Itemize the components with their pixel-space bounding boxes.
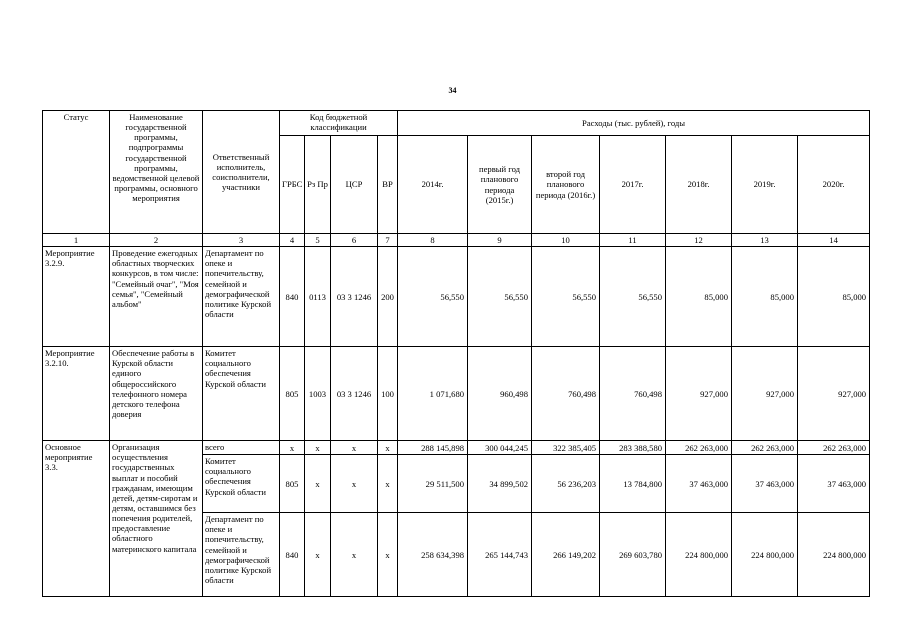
row-2020: 224 800,000 <box>798 513 870 597</box>
row-2020: 85,000 <box>798 247 870 347</box>
column-number: 14 <box>798 234 870 247</box>
header-responsible: Ответственный исполнитель, соисполнители, участники <box>203 111 280 234</box>
header-2015: первый год планового периода (2015г.) <box>468 136 532 234</box>
row-2017: 269 603,780 <box>600 513 666 597</box>
row-2019: 927,000 <box>732 347 798 441</box>
header-2018: 2018г. <box>666 136 732 234</box>
row-2016: 266 149,202 <box>532 513 600 597</box>
column-number: 13 <box>732 234 798 247</box>
header-status: Статус <box>43 111 110 234</box>
row-rzpr: x <box>305 441 331 455</box>
row-2020: 262 263,000 <box>798 441 870 455</box>
row-status: Основное мероприятие 3.3. <box>43 441 110 597</box>
header-vr: ВР <box>378 136 398 234</box>
column-number: 12 <box>666 234 732 247</box>
row-csr: x <box>331 455 378 513</box>
row-2017: 760,498 <box>600 347 666 441</box>
row-2019: 85,000 <box>732 247 798 347</box>
row-responsible: Департамент по опеке и попечительству, семейной и демографической политике Курской области <box>203 513 280 597</box>
row-2016: 322 385,405 <box>532 441 600 455</box>
row-responsible: всего <box>203 441 280 455</box>
row-2016: 760,498 <box>532 347 600 441</box>
row-rzpr: x <box>305 455 331 513</box>
row-responsible: Департамент по опеке и попечительству, семейной и демографической политике Курской области <box>203 247 280 347</box>
budget-table <box>42 110 870 597</box>
row-grbs: 840 <box>280 513 305 597</box>
table-row <box>43 347 870 441</box>
column-number: 4 <box>280 234 305 247</box>
header-rzpr: Рз Пр <box>305 136 331 234</box>
row-2018: 927,000 <box>666 347 732 441</box>
column-number-row <box>43 234 870 247</box>
row-grbs: 805 <box>280 455 305 513</box>
row-csr: x <box>331 441 378 455</box>
row-2018: 85,000 <box>666 247 732 347</box>
row-2015: 34 899,502 <box>468 455 532 513</box>
row-csr: x <box>331 513 378 597</box>
header-budget-code: Код бюджетной классификации <box>280 111 398 136</box>
row-2014: 29 511,500 <box>398 455 468 513</box>
table-row <box>43 247 870 347</box>
column-number: 7 <box>378 234 398 247</box>
row-2015: 56,550 <box>468 247 532 347</box>
row-vr: x <box>378 441 398 455</box>
row-csr: 03 3 1246 <box>331 347 378 441</box>
column-number: 8 <box>398 234 468 247</box>
row-2019: 262 263,000 <box>732 441 798 455</box>
column-number: 5 <box>305 234 331 247</box>
row-2018: 37 463,000 <box>666 455 732 513</box>
row-grbs: 805 <box>280 347 305 441</box>
column-number: 6 <box>331 234 378 247</box>
row-2020: 927,000 <box>798 347 870 441</box>
column-number: 3 <box>203 234 280 247</box>
column-number: 10 <box>532 234 600 247</box>
row-2015: 300 044,245 <box>468 441 532 455</box>
row-rzpr: x <box>305 513 331 597</box>
header-2020: 2020г. <box>798 136 870 234</box>
header-2016: второй год планового периода (2016г.) <box>532 136 600 234</box>
header-2017: 2017г. <box>600 136 666 234</box>
row-2020: 37 463,000 <box>798 455 870 513</box>
row-name: Организация осуществления государственных выплат и пособий гражданам, имеющим детей, детям-сиротам и детям, оставшимся без попечения родителей, предоставление областного материнского капитала <box>110 441 203 597</box>
header-expenses: Расходы (тыс. рублей), годы <box>398 111 870 136</box>
row-csr: 03 3 1246 <box>331 247 378 347</box>
row-2019: 224 800,000 <box>732 513 798 597</box>
row-status: Мероприятие 3.2.10. <box>43 347 110 441</box>
column-number: 11 <box>600 234 666 247</box>
row-2017: 13 784,800 <box>600 455 666 513</box>
row-name: Обеспечение работы в Курской области единого общероссийского телефонного номера детского телефона доверия <box>110 347 203 441</box>
row-rzpr: 1003 <box>305 347 331 441</box>
header-csr: ЦСР <box>331 136 378 234</box>
row-vr: x <box>378 455 398 513</box>
row-2019: 37 463,000 <box>732 455 798 513</box>
row-2014: 258 634,398 <box>398 513 468 597</box>
row-grbs: x <box>280 441 305 455</box>
row-2014: 1 071,680 <box>398 347 468 441</box>
row-responsible: Комитет социального обеспечения Курской области <box>203 347 280 441</box>
table-row-total <box>43 441 870 455</box>
row-2014: 288 145,898 <box>398 441 468 455</box>
row-status: Мероприятие 3.2.9. <box>43 247 110 347</box>
row-grbs: 840 <box>280 247 305 347</box>
row-responsible: Комитет социального обеспечения Курской области <box>203 455 280 513</box>
row-2014: 56,550 <box>398 247 468 347</box>
header-2019: 2019г. <box>732 136 798 234</box>
header-grbs: ГРБС <box>280 136 305 234</box>
row-vr: 200 <box>378 247 398 347</box>
row-vr: 100 <box>378 347 398 441</box>
row-2015: 960,498 <box>468 347 532 441</box>
row-2015: 265 144,743 <box>468 513 532 597</box>
column-number: 9 <box>468 234 532 247</box>
row-name: Проведение ежегодных областных творческих конкурсов, в том числе: "Семейный очаг", "Моя семья", "Семейный альбом" <box>110 247 203 347</box>
page-number: 34 <box>448 86 457 95</box>
header-name: Наименование государственной программы, подпрограммы государственной программы, ведомственной целевой программы, основного мероприятия <box>110 111 203 234</box>
row-vr: x <box>378 513 398 597</box>
row-2016: 56,550 <box>532 247 600 347</box>
row-2017: 56,550 <box>600 247 666 347</box>
column-number: 2 <box>110 234 203 247</box>
header-2014: 2014г. <box>398 136 468 234</box>
row-rzpr: 0113 <box>305 247 331 347</box>
row-2018: 262 263,000 <box>666 441 732 455</box>
header-row-1 <box>43 111 870 136</box>
row-2017: 283 388,580 <box>600 441 666 455</box>
row-2018: 224 800,000 <box>666 513 732 597</box>
column-number: 1 <box>43 234 110 247</box>
row-2016: 56 236,203 <box>532 455 600 513</box>
